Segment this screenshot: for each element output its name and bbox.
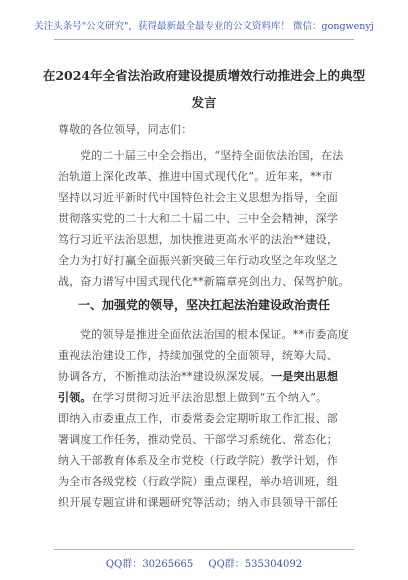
paragraph-2-line: 重视法治建设工作，持续加强党的全面领导，统筹大局、	[58, 349, 338, 362]
salutation: 尊敬的各位领导，同志们：	[58, 123, 193, 136]
footer-note	[0, 555, 408, 570]
paragraph-1-line: 战，奋力谱写中国式现代化**新篇章亮剑出力、保驾护航。	[58, 275, 350, 288]
paragraph-1-line: 坚持以习近平新时代中国特色社会主义思想为指导，全面	[58, 191, 338, 204]
document-title-line-2: 发言	[191, 95, 217, 110]
paragraph-1-line: 贯彻落实党的二十大和二十届二中、三中全会精神，深学	[58, 212, 338, 225]
paragraph-2-line: 党的领导是推进全面依法治国的根本保证。**市委高度	[80, 328, 349, 341]
paragraph-2-line	[58, 368, 338, 384]
footer-qq-group-2: QQ群：535304092	[208, 559, 303, 570]
paragraph-2-line: 为全市各级党校（行政学院）重点课程，举办培训班，组	[58, 475, 338, 488]
paragraph-1-line: 全力为打好打赢全面振兴新突破三年行动攻坚之年攻坚之	[58, 254, 338, 267]
paragraph-1-line: 治轨道上深化改革、推进中国式现代化”。近年来，**市	[58, 170, 333, 183]
footer-qq-group-1: QQ群：30265665	[105, 559, 194, 570]
paragraph-2-line: 即纳入市委重点工作，市委常委会定期听取工作汇报、部	[58, 412, 338, 425]
emphasis-text: 引领。	[58, 391, 92, 404]
footer-divider	[54, 549, 354, 550]
paragraph-1-line: 笃行习近平法治思想，加快推进更高水平的法治**建设，	[58, 233, 339, 246]
header-divider	[54, 39, 354, 40]
paragraph-2-text: 在学习贯彻习近平法治思想上做到“五个纳入”。	[91, 391, 328, 404]
emphasis-text: 一是突出思想	[271, 370, 339, 383]
paragraph-1-line: 党的二十届三中全会指出，“坚持全面依法治国，在法	[80, 149, 344, 162]
document-title-line-1: 在2024年全省法治政府建设提质增效行动推进会上的典型	[42, 68, 366, 83]
header-note: 关注头条号"公文研究"，获得最新最全最专业的公文资料库！ 微信：gongwenyj	[34, 21, 374, 32]
paragraph-2-line: 纳入干部教育体系及全市党校（行政学院）教学计划，作	[58, 454, 338, 467]
paragraph-2-text: 协调各方，不断推动法治**建设纵深发展。	[58, 370, 271, 383]
paragraph-2-line: 署调度工作任务，推动党员、干部学习系统化、常态化；	[58, 433, 338, 446]
section-heading-1: 一、加强党的领导，坚决扛起法治建设政治责任	[78, 298, 331, 312]
paragraph-2-line: 织开展专题宣讲和课题研究等活动；纳入市县领导干部任	[58, 496, 338, 509]
paragraph-2-line	[58, 389, 327, 405]
